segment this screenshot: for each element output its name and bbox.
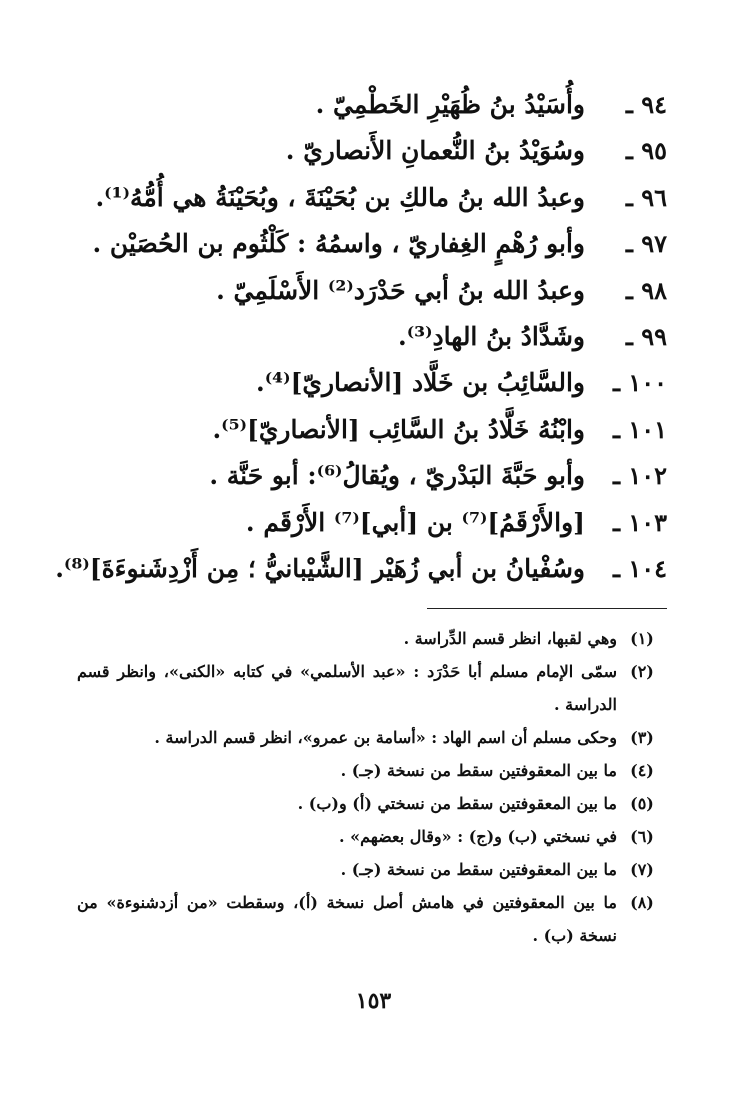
footnote-number: (٢): [630, 662, 654, 681]
footnote-number: (٥): [630, 794, 654, 813]
entry: [107, 453, 667, 499]
entry-text: وسُفْيانُ بن أبي زُهَيْر [الشَّيْبانيُّ ؛ مِن أَزْدِشَنوءَةَ]⁽⁸⁾.: [55, 553, 585, 583]
footnote-number: (٧): [630, 860, 654, 879]
entries-list: [55, 82, 667, 592]
entry: [92, 221, 667, 267]
footnote-number: (١): [630, 629, 654, 648]
footnote-number: (٣): [630, 728, 654, 747]
footnote-number: (٦): [630, 827, 654, 846]
entry-number: ٩٨ ـ: [625, 275, 667, 305]
footnote-text: وهي لقبها، انظر قسم الدِّراسة .: [403, 629, 617, 648]
entry-text: وعبدُ الله بنُ مالكِ بن بُحَيْنَةَ ، وبُحَيْنَةُ هي أُمُّهُ⁽¹⁾.: [95, 182, 585, 212]
footnote-number: (٤): [630, 761, 654, 780]
entry-text: وشَدَّادُ بنُ الهادِ⁽³⁾.: [397, 321, 585, 351]
footnote-text: ما بين المعقوفتين في هامش أصل نسخة (أ)، وسقطت «من أزدشنوءة» من نسخة (ب) .: [77, 893, 617, 945]
footnote: [77, 721, 667, 754]
entry-number: ١٠٤ ـ: [612, 553, 667, 583]
entry: [95, 175, 667, 221]
entry-number: ٩٧ ـ: [625, 229, 667, 259]
entry-text: وأُسَيْدُ بنُ ظُهَيْرِ الخَطْمِيّ .: [315, 90, 585, 119]
footnote-text: ما بين المعقوفتين سقط من نسختي (أ) و(ب) .: [297, 794, 617, 813]
entry-text: وسُوَيْدُ بنُ النُّعمانِ الأَنصاريّ .: [285, 136, 585, 166]
entry-text: وعبدُ الله بنُ أبي حَدْرَد⁽²⁾ الأَسْلَمِيّ .: [216, 275, 585, 305]
entry-text: والسَّائِبُ بن خَلَّاد [الأنصاريّ]⁽⁴⁾.: [256, 368, 585, 398]
footnote-text: وحكى مسلم أن اسم الهاد : «أسامة بن عمرو»، انظر قسم الدراسة .: [154, 728, 617, 747]
entry-number: ١٠١ ـ: [612, 414, 667, 444]
footnote-text: في نسختي (ب) و(ج) : «وقال بعضهم» .: [338, 827, 617, 846]
footnote: [77, 787, 667, 820]
entry-text: وأبو حَبَّةَ البَدْريّ ، ويُقالُ⁽⁶⁾: أبو حَنَّة .: [209, 461, 585, 491]
entry-number: ١٠٢ ـ: [612, 461, 667, 491]
entry: [107, 314, 667, 360]
entry-text: [والأَرْقَمُ]⁽⁷⁾ بن [أبي]⁽⁷⁾ الأَرْقَم .: [245, 507, 585, 537]
entry: [107, 407, 667, 453]
footnote-divider: [427, 608, 667, 609]
footnote: [77, 622, 667, 655]
entry-number: ١٠٠ ـ: [612, 368, 667, 398]
entry: [107, 500, 667, 546]
footnote: [77, 853, 667, 886]
entry: [107, 268, 667, 314]
footnote-text: ما بين المعقوفتين سقط من نسخة (جـ) .: [340, 860, 617, 879]
footnotes-list: [77, 622, 667, 952]
footnote: [77, 820, 667, 853]
entry-text: وابْنُهُ خَلَّادُ بنُ السَّائِب [الأنصاريّ]⁽⁵⁾.: [212, 414, 585, 444]
footnote-text: سمّى الإمام مسلم أبا حَدْرَد : «عبد الأسلمي» في كتابه «الكنى»، وانظر قسم الدراسة .: [77, 662, 617, 714]
entry-number: ٩٦ ـ: [625, 182, 667, 212]
entry: [107, 360, 667, 406]
entry: [107, 82, 667, 128]
entry-number: ٩٥ ـ: [625, 136, 667, 166]
footnote-number: (٨): [630, 893, 654, 912]
entry-number: ٩٩ ـ: [625, 321, 667, 351]
footnote: [77, 754, 667, 787]
entry: [107, 128, 667, 174]
entry: [55, 546, 667, 592]
footnote: [77, 655, 667, 721]
entry-text: وأبو رُهْمٍ الغِفاريّ ، واسمُهُ : كَلْثُوم بن الحُصَيْن .: [92, 229, 585, 259]
entry-number: ١٠٣ ـ: [612, 507, 667, 537]
footnote-text: ما بين المعقوفتين سقط من نسخة (جـ) .: [340, 761, 617, 780]
entry-number: ٩٤ ـ: [625, 90, 667, 119]
page-number: ١٥٣: [355, 988, 392, 1014]
footnote: [77, 886, 667, 952]
